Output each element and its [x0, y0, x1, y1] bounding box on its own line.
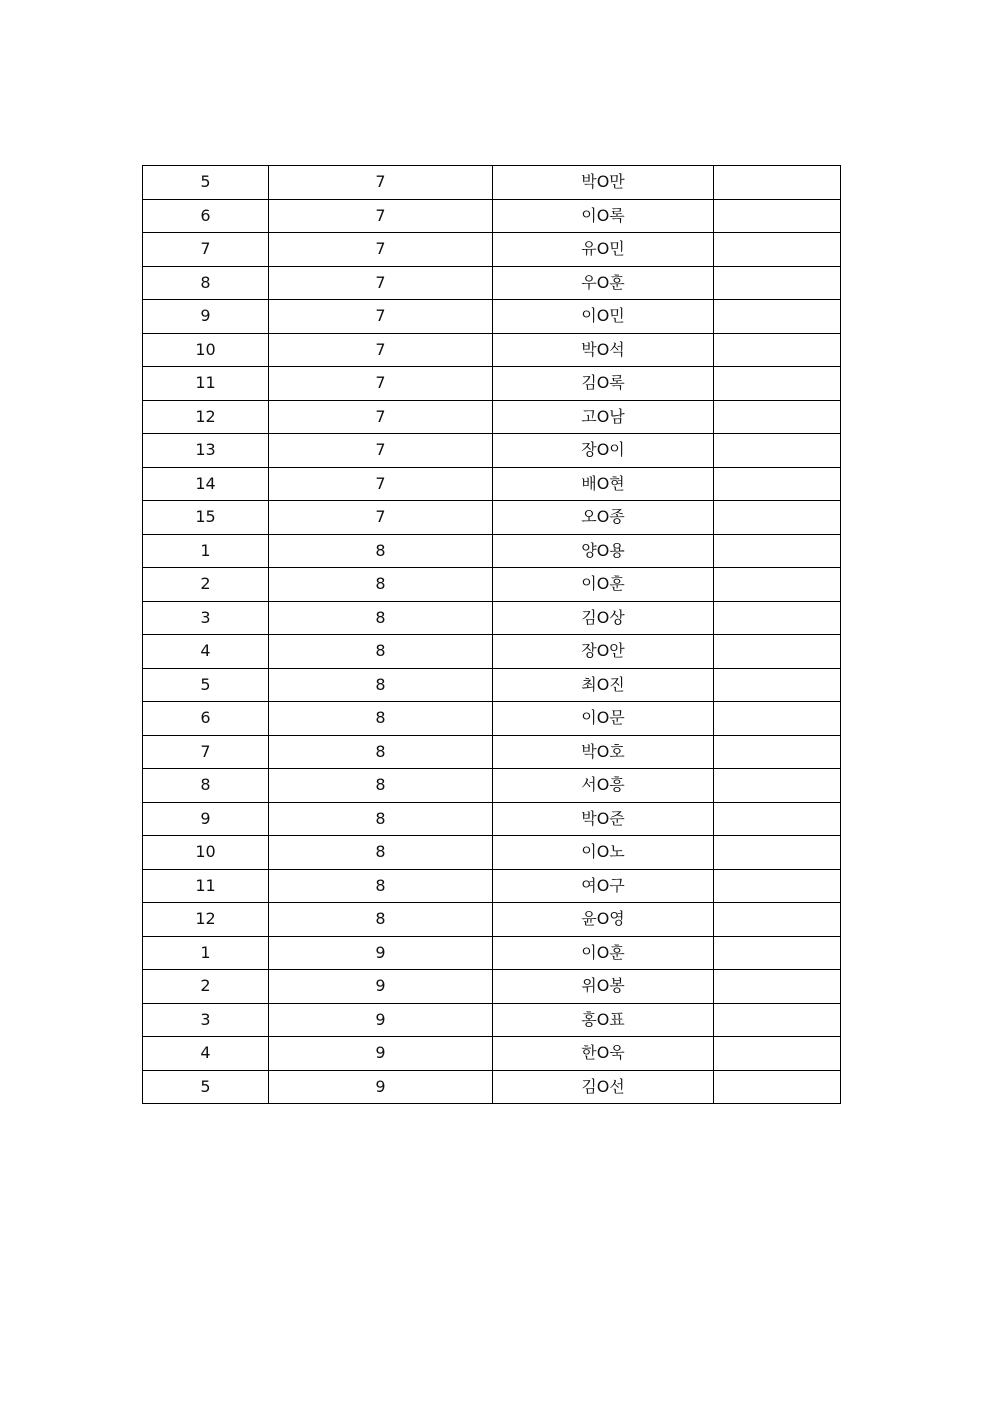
person-name-cell: 유O민	[493, 233, 714, 267]
group-number-cell: 7	[269, 199, 493, 233]
row-number-cell: 9	[143, 300, 269, 334]
person-name-cell: 한O욱	[493, 1037, 714, 1071]
row-number-cell: 15	[143, 501, 269, 535]
group-number-cell: 7	[269, 233, 493, 267]
note-cell	[714, 735, 841, 769]
row-number-cell: 11	[143, 367, 269, 401]
table-row	[143, 836, 841, 870]
table-row	[143, 568, 841, 602]
row-number-cell: 5	[143, 166, 269, 200]
row-number-cell: 12	[143, 400, 269, 434]
note-cell	[714, 903, 841, 937]
row-number-cell: 10	[143, 836, 269, 870]
group-number-cell: 9	[269, 1070, 493, 1104]
group-number-cell: 8	[269, 869, 493, 903]
table-row	[143, 903, 841, 937]
note-cell	[714, 367, 841, 401]
person-name-cell: 윤O영	[493, 903, 714, 937]
group-number-cell: 8	[269, 735, 493, 769]
person-name-cell: 고O남	[493, 400, 714, 434]
note-cell	[714, 467, 841, 501]
group-number-cell: 9	[269, 1037, 493, 1071]
person-name-cell: 여O구	[493, 869, 714, 903]
roster-table-body	[143, 166, 841, 1104]
note-cell	[714, 1003, 841, 1037]
table-row	[143, 769, 841, 803]
person-name-cell: 이O노	[493, 836, 714, 870]
note-cell	[714, 300, 841, 334]
group-number-cell: 8	[269, 769, 493, 803]
group-number-cell: 8	[269, 534, 493, 568]
table-row	[143, 467, 841, 501]
row-number-cell: 8	[143, 266, 269, 300]
note-cell	[714, 501, 841, 535]
table-row	[143, 635, 841, 669]
person-name-cell: 이O문	[493, 702, 714, 736]
group-number-cell: 8	[269, 635, 493, 669]
note-cell	[714, 836, 841, 870]
note-cell	[714, 936, 841, 970]
row-number-cell: 6	[143, 702, 269, 736]
group-number-cell: 8	[269, 702, 493, 736]
row-number-cell: 6	[143, 199, 269, 233]
group-number-cell: 7	[269, 166, 493, 200]
table-row	[143, 601, 841, 635]
person-name-cell: 장O이	[493, 434, 714, 468]
group-number-cell: 7	[269, 266, 493, 300]
person-name-cell: 김O상	[493, 601, 714, 635]
note-cell	[714, 534, 841, 568]
row-number-cell: 2	[143, 970, 269, 1004]
table-row	[143, 233, 841, 267]
row-number-cell: 14	[143, 467, 269, 501]
note-cell	[714, 702, 841, 736]
row-number-cell: 7	[143, 233, 269, 267]
group-number-cell: 8	[269, 836, 493, 870]
row-number-cell: 4	[143, 1037, 269, 1071]
table-row	[143, 802, 841, 836]
note-cell	[714, 601, 841, 635]
table-row	[143, 367, 841, 401]
group-number-cell: 8	[269, 568, 493, 602]
row-number-cell: 9	[143, 802, 269, 836]
note-cell	[714, 769, 841, 803]
group-number-cell: 9	[269, 936, 493, 970]
row-number-cell: 10	[143, 333, 269, 367]
person-name-cell: 이O민	[493, 300, 714, 334]
person-name-cell: 우O훈	[493, 266, 714, 300]
roster-table	[142, 165, 841, 1104]
note-cell	[714, 333, 841, 367]
person-name-cell: 김O선	[493, 1070, 714, 1104]
note-cell	[714, 668, 841, 702]
table-row	[143, 936, 841, 970]
table-row	[143, 300, 841, 334]
table-row	[143, 869, 841, 903]
note-cell	[714, 233, 841, 267]
row-number-cell: 11	[143, 869, 269, 903]
note-cell	[714, 434, 841, 468]
note-cell	[714, 266, 841, 300]
note-cell	[714, 802, 841, 836]
group-number-cell: 8	[269, 601, 493, 635]
table-row	[143, 434, 841, 468]
group-number-cell: 7	[269, 400, 493, 434]
group-number-cell: 7	[269, 467, 493, 501]
row-number-cell: 2	[143, 568, 269, 602]
person-name-cell: 서O흥	[493, 769, 714, 803]
group-number-cell: 9	[269, 970, 493, 1004]
table-row	[143, 333, 841, 367]
table-row	[143, 702, 841, 736]
table-row	[143, 400, 841, 434]
group-number-cell: 7	[269, 434, 493, 468]
row-number-cell: 5	[143, 1070, 269, 1104]
group-number-cell: 8	[269, 668, 493, 702]
person-name-cell: 김O록	[493, 367, 714, 401]
person-name-cell: 박O만	[493, 166, 714, 200]
row-number-cell: 7	[143, 735, 269, 769]
table-row	[143, 1003, 841, 1037]
note-cell	[714, 166, 841, 200]
table-row	[143, 970, 841, 1004]
note-cell	[714, 970, 841, 1004]
table-row	[143, 1070, 841, 1104]
row-number-cell: 13	[143, 434, 269, 468]
group-number-cell: 8	[269, 802, 493, 836]
row-number-cell: 12	[143, 903, 269, 937]
note-cell	[714, 635, 841, 669]
table-row	[143, 1037, 841, 1071]
person-name-cell: 최O진	[493, 668, 714, 702]
row-number-cell: 5	[143, 668, 269, 702]
person-name-cell: 오O종	[493, 501, 714, 535]
row-number-cell: 8	[143, 769, 269, 803]
note-cell	[714, 568, 841, 602]
person-name-cell: 박O준	[493, 802, 714, 836]
note-cell	[714, 869, 841, 903]
person-name-cell: 박O석	[493, 333, 714, 367]
group-number-cell: 7	[269, 300, 493, 334]
row-number-cell: 1	[143, 534, 269, 568]
group-number-cell: 7	[269, 501, 493, 535]
person-name-cell: 위O봉	[493, 970, 714, 1004]
row-number-cell: 4	[143, 635, 269, 669]
group-number-cell: 7	[269, 367, 493, 401]
person-name-cell: 배O현	[493, 467, 714, 501]
group-number-cell: 7	[269, 333, 493, 367]
person-name-cell: 이O훈	[493, 568, 714, 602]
table-row	[143, 534, 841, 568]
table-row	[143, 199, 841, 233]
table-row	[143, 166, 841, 200]
row-number-cell: 3	[143, 601, 269, 635]
table-row	[143, 735, 841, 769]
group-number-cell: 8	[269, 903, 493, 937]
person-name-cell: 홍O표	[493, 1003, 714, 1037]
table-row	[143, 668, 841, 702]
table-row	[143, 266, 841, 300]
note-cell	[714, 400, 841, 434]
person-name-cell: 장O안	[493, 635, 714, 669]
table-row	[143, 501, 841, 535]
person-name-cell: 양O용	[493, 534, 714, 568]
row-number-cell: 1	[143, 936, 269, 970]
note-cell	[714, 1037, 841, 1071]
note-cell	[714, 199, 841, 233]
person-name-cell: 이O훈	[493, 936, 714, 970]
note-cell	[714, 1070, 841, 1104]
row-number-cell: 3	[143, 1003, 269, 1037]
group-number-cell: 9	[269, 1003, 493, 1037]
person-name-cell: 이O록	[493, 199, 714, 233]
person-name-cell: 박O호	[493, 735, 714, 769]
